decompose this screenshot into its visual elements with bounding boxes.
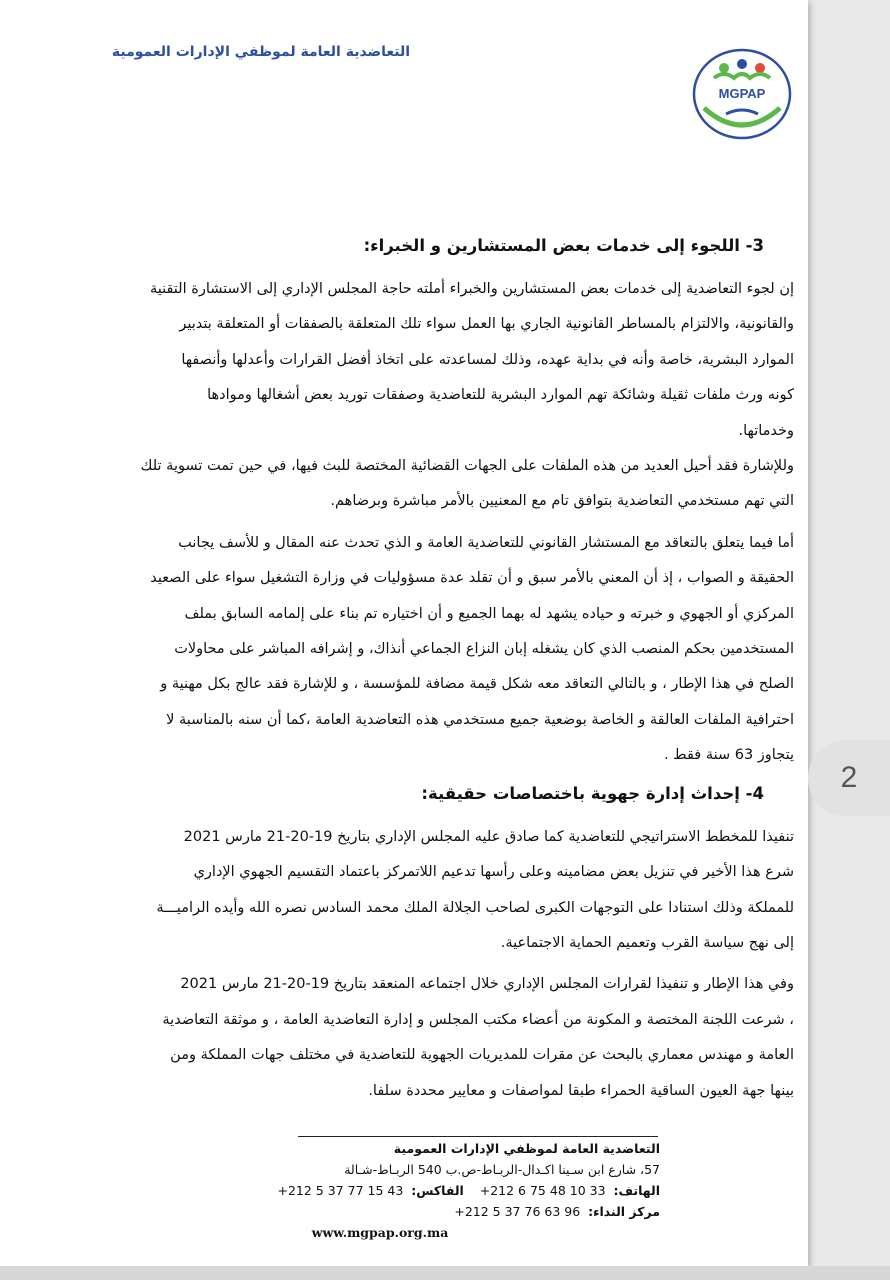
text-line: كونه ورث ملفات ثقيلة وشائكة تهم الموارد البشرية للتعاضدية وصفقات توريد بعض أشغالها وموادها xyxy=(207,387,794,404)
logo-text: MGPAP xyxy=(718,86,766,101)
text-line: الحقيقة و الصواب ، إذ أن المعني بالأمر سبق و أن تقلد عدة مسؤوليات في وزارة التشغيل سواء على الصعيد xyxy=(150,570,794,587)
text-line: إن لجوء التعاضدية إلى خدمات بعض المستشارين والخبراء أملته حاجة المجلس الإداري إلى الاستشارة التقنية xyxy=(149,281,794,297)
text-line: وفي هذا الإطار و تنفيذا لقرارات المجلس الإداري خلال اجتماعه المنعقد بتاريخ 19-20-21 مارس 2021 xyxy=(180,976,794,993)
text-line: وللإشارة فقد أحيل العديد من هذه الملفات على الجهات القضائية المختصة للبث فيها، في حين تمت تسوية تلك xyxy=(140,458,794,475)
text-line: التي تهم مستخدمي التعاضدية بتوافق تام مع المعنيين بالأمر مباشرة وبرضاهم. xyxy=(330,493,794,510)
section-4-paragraph-1 xyxy=(78,820,794,962)
text-line: المركزي أو الجهوي و خبرته و حياده يشهد له بهما الجميع و أن اختياره تم بناء على إلمامه السابق بملف xyxy=(184,605,794,622)
text-line: والقانونية، والالتزام بالمساطر القانونية الجاري بها العمل سواء تلك المتعلقة بالصفقات أو المتعلقة بتدبير xyxy=(179,316,794,333)
section-3-paragraph-3 xyxy=(78,526,794,774)
text-line: الموارد البشرية، خاصة وأنه في بداية عهده، وذلك لمساعدته على اتخاذ أفضل القرارات وأعدلها وأنصفها xyxy=(181,351,794,368)
section-4-paragraph-2 xyxy=(78,967,794,1109)
footer-call-center xyxy=(180,1201,660,1222)
section-3-paragraph-2 xyxy=(78,449,794,520)
text-line: للمملكة وذلك استنادا على التوجهات الكبرى لصاحب الجلالة الملك محمد السادس نصره الله وأيده الراميـــة xyxy=(156,899,794,916)
text-line: الصلح في هذا الإطار ، و بالتالي التعاقد معه شكل قيمة مضافة للمؤسسة ، و للإشارة فقد عالج بكل مهنية و xyxy=(160,676,794,693)
call-center-number: +212 5 37 76 63 96 xyxy=(454,1204,581,1219)
page-number-indicator: 2 xyxy=(808,740,890,816)
text-line: احترافية الملفات العالقة و الخاصة بوضعية جميع مستخدمي هذه التعاضدية العامة ،كما أن سنه بالمناسبة لا xyxy=(166,711,794,728)
phone-label: الهاتف: xyxy=(613,1183,660,1198)
document-body xyxy=(78,226,794,1109)
fax-number: +212 5 37 77 15 43 xyxy=(277,1183,404,1198)
footer-org-name: التعاضدية العامة لموظفي الإدارات العمومية xyxy=(393,1141,660,1156)
phone-number: +212 6 75 48 10 33 xyxy=(479,1183,606,1198)
mgpap-logo xyxy=(690,46,794,142)
footer-contacts xyxy=(180,1180,660,1201)
section-3-heading: 3- اللجوء إلى خدمات بعض المستشارين و الخبراء: xyxy=(363,236,764,255)
text-line: يتجاوز 63 سنة فقط . xyxy=(663,747,794,764)
text-line: وخدماتها. xyxy=(738,422,794,439)
text-line: إلى نهج سياسة القرب وتعميم الحماية الاجتماعية. xyxy=(500,934,794,951)
header-org-name: التعاضدية العامة لموظفي الإدارات العمومية xyxy=(111,44,410,60)
call-center-label: مركز النداء: xyxy=(588,1204,660,1219)
fax-label: الفاكس: xyxy=(411,1183,464,1198)
section-3-paragraph-1 xyxy=(78,272,794,449)
text-line: شرع هذا الأخير في تنزيل بعض مضامينه وعلى رأسها تدعيم اللاتمركز باعتماد التقسيم الجهوي الإداري xyxy=(193,864,794,881)
page-edge xyxy=(0,1266,890,1280)
text-line: تنفيذا للمخطط الاستراتيجي للتعاضدية كما صادق عليه المجلس الإداري بتاريخ 19-20-21 مارس 2021 xyxy=(183,828,794,845)
text-line: أما فيما يتعلق بالتعاقد مع المستشار القانوني للتعاضدية العامة و الذي تحدث عنه المقال و للأسف يجانب xyxy=(178,534,794,551)
footer-address: 57، شارع ابن سـينا اكـدال-الربـاط-ص.ب 540 الربـاط-شـالة xyxy=(344,1162,660,1177)
footer xyxy=(180,1138,660,1243)
text-line: بينها جهة العيون الساقية الحمراء طبقا لمواصفات و معايير محددة سلفا. xyxy=(368,1082,794,1099)
text-line: ، شرعت اللجنة المختصة و المكونة من أعضاء مكتب المجلس و إدارة التعاضدية العامة ، و موثقة التعاضدية xyxy=(162,1011,794,1028)
text-line: المستخدمين بحكم المنصب الذي كان يشغله إبان النزاع الجماعي أنذاك، و إشرافه المباشر على محاولات xyxy=(174,641,794,658)
section-4-heading: 4- إحداث إدارة جهوية باختصاصات حقيقية: xyxy=(421,783,764,803)
text-line: العامة و مهندس معماري بالبحث عن مقرات للمديريات الجهوية للتعاضدية في مختلف جهات المملكة ومن xyxy=(170,1047,794,1064)
footer-divider xyxy=(298,1136,658,1137)
footer-website[interactable]: www.mgpap.org.ma xyxy=(311,1225,449,1240)
